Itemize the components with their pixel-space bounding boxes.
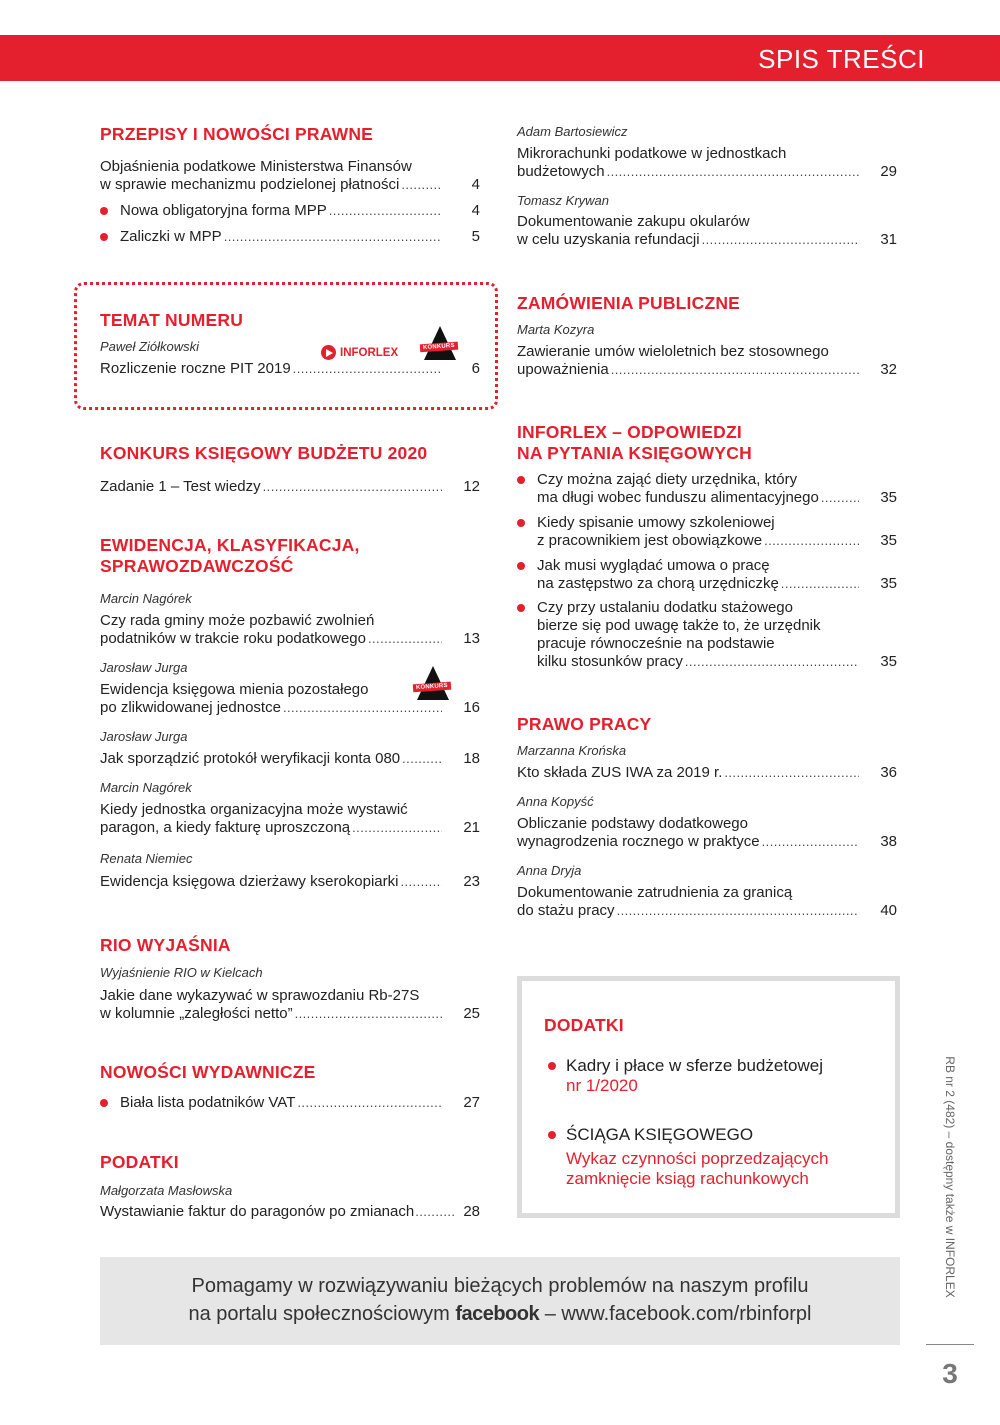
toc-entry[interactable]: Rozliczenie roczne PIT 2019 . . . 6 xyxy=(100,360,480,378)
author: Renata Niemiec xyxy=(100,851,193,866)
page-header-bar xyxy=(0,35,1000,81)
toc-entry[interactable]: Mikrorachunki podatkowe w jednostkach budżetowych . . . 29 xyxy=(517,145,897,181)
page-number: 32 xyxy=(880,361,897,378)
page-number: 28 xyxy=(463,1203,480,1220)
page-number: 16 xyxy=(463,699,480,716)
author: Marcin Nagórek xyxy=(100,780,192,795)
author: Marta Kozyra xyxy=(517,322,595,337)
toc-entry[interactable]: Ewidencja księgowa mienia pozostałego po zlikwidowanej jednostce . . . 16 xyxy=(100,681,480,717)
page-title: SPIS TREŚCI xyxy=(758,44,925,74)
bullet-icon xyxy=(100,207,108,215)
toc-entry[interactable]: Czy można zająć diety urzędnika, który ma długi wobec funduszu alimentacyjnego . . . 35 xyxy=(537,471,897,507)
section-title-inforlex: INFORLEX – ODPOWIEDZI NA PYTANIA KSIĘGOWYCH xyxy=(517,422,752,463)
toc-entry[interactable]: Kiedy spisanie umowy szkoleniowej z pracownikiem jest obowiązkowe . . . 35 xyxy=(537,514,897,550)
author: Jarosław Jurga xyxy=(100,660,188,675)
page-number: 38 xyxy=(880,833,897,850)
section-title-zamowienia: ZAMÓWIENIA PUBLICZNE xyxy=(517,293,741,313)
page-number: 21 xyxy=(463,819,480,836)
konkurs-badge: KONKURS xyxy=(420,326,460,362)
toc-entry[interactable]: Zadanie 1 – Test wiedzy . . . 12 xyxy=(100,478,480,496)
bullet-icon xyxy=(100,1099,108,1107)
toc-entry[interactable]: Kiedy jednostka organizacyjna może wystawić paragon, a kiedy fakturę uproszczoną . . . 21 xyxy=(100,801,480,837)
page-number: 27 xyxy=(463,1094,480,1111)
page-number: 35 xyxy=(880,489,897,506)
page-number: 31 xyxy=(880,231,897,248)
dodatki-item[interactable]: ŚCIĄGA KSIĘGOWEGO Wykaz czynności poprzedzających zamknięcie ksiąg rachunkowych xyxy=(566,1125,829,1189)
page-number: 12 xyxy=(463,478,480,495)
toc-entry[interactable]: Czy przy ustalaniu dodatku stażowego bierze się pod uwagę także to, że urzędnik pracuje równocześnie na podstawie kilku stosunków pracy . . . 35 xyxy=(537,599,897,671)
page-number: 35 xyxy=(880,653,897,670)
konkurs-badge: KONKURS xyxy=(413,666,453,702)
page-number: 23 xyxy=(463,873,480,890)
page-number: 25 xyxy=(463,1005,480,1022)
banner-line-2: na portalu społecznościowym facebook – www.facebook.com/rbinforpl xyxy=(188,1303,812,1325)
facebook-link[interactable]: – www.facebook.com/rbinforpl xyxy=(544,1303,812,1325)
page-number: 29 xyxy=(880,163,897,180)
toc-entry[interactable]: Biała lista podatników VAT . . . 27 xyxy=(120,1094,480,1112)
play-icon xyxy=(321,345,336,360)
author: Wyjaśnienie RIO w Kielcach xyxy=(100,965,263,980)
section-title-nowosci: NOWOŚCI WYDAWNICZE xyxy=(100,1062,316,1082)
section-title-prawo-pracy: PRAWO PRACY xyxy=(517,714,652,734)
toc-entry[interactable]: Objaśnienia podatkowe Ministerstwa Finansów w sprawie mechanizmu podzielonej płatności . . . 4 xyxy=(100,158,480,194)
author: Anna Dryja xyxy=(517,863,582,878)
banner-line-1: Pomagamy w rozwiązywaniu bieżących problemów na naszym profilu xyxy=(191,1275,809,1297)
page-number: 13 xyxy=(463,630,480,647)
page-number: 35 xyxy=(880,575,897,592)
bullet-icon xyxy=(517,476,525,484)
author: Anna Kopyść xyxy=(517,794,594,809)
author: Adam Bartosiewicz xyxy=(517,124,628,139)
toc-entry[interactable]: Obliczanie podstawy dodatkowego wynagrodzenia rocznego w praktyce . . . 38 xyxy=(517,815,897,851)
toc-entry[interactable]: Jak sporządzić protokół weryfikacji konta 080 . . . 18 xyxy=(100,750,480,768)
bullet-icon xyxy=(517,562,525,570)
page-number: 4 xyxy=(471,176,480,193)
author: Tomasz Krywan xyxy=(517,193,609,208)
page-number: 36 xyxy=(880,764,897,781)
toc-entry[interactable]: Jakie dane wykazywać w sprawozdaniu Rb-27S w kolumnie „zaległości netto” . . . 25 xyxy=(100,987,480,1023)
inforlex-badge[interactable]: INFORLEX xyxy=(321,345,398,360)
section-title-konkurs: KONKURS KSIĘGOWY BUDŻETU 2020 xyxy=(100,443,428,463)
side-caption: RB nr 2 (482) – dostępny także w INFORLEX xyxy=(943,1056,957,1298)
author: Jarosław Jurga xyxy=(100,729,188,744)
bullet-icon xyxy=(100,233,108,241)
page-number: 18 xyxy=(463,750,480,767)
section-title-temat: TEMAT NUMERU xyxy=(100,310,244,330)
page-number: 35 xyxy=(880,532,897,549)
toc-entry[interactable]: Zawieranie umów wieloletnich bez stosownego upoważnienia . . . 32 xyxy=(517,343,897,379)
bullet-icon xyxy=(548,1062,556,1070)
toc-entry[interactable]: Dokumentowanie zatrudnienia za granicą do stażu pracy . . . 40 xyxy=(517,884,897,920)
author: Paweł Ziółkowski xyxy=(100,339,199,354)
toc-entry[interactable]: Nowa obligatoryjna forma MPP . . . 4 xyxy=(120,202,480,220)
section-title-przepisy: PRZEPISY I NOWOŚCI PRAWNE xyxy=(100,124,374,144)
page-number: 4 xyxy=(471,202,480,219)
author: Marcin Nagórek xyxy=(100,591,192,606)
section-title-rio: RIO WYJAŚNIA xyxy=(100,935,231,955)
bullet-icon xyxy=(517,604,525,612)
facebook-banner xyxy=(100,1257,900,1345)
toc-entry[interactable]: Zaliczki w MPP . . . 5 xyxy=(120,228,480,246)
author: Małgorzata Masłowska xyxy=(100,1183,233,1198)
facebook-logo: facebook xyxy=(455,1303,540,1325)
bullet-icon xyxy=(548,1131,556,1139)
toc-entry[interactable]: Czy rada gminy może pozbawić zwolnień podatników w trakcie roku podatkowego . . . 13 xyxy=(100,612,480,648)
divider xyxy=(926,1344,974,1345)
toc-entry[interactable]: Wystawianie faktur do paragonów po zmianach . . . 28 xyxy=(100,1203,480,1221)
author: Marzanna Krońska xyxy=(517,743,627,758)
dodatki-box xyxy=(517,976,900,1218)
page-number-footer: 3 xyxy=(942,1358,958,1389)
section-title-podatki: PODATKI xyxy=(100,1152,179,1172)
section-title-dodatki: DODATKI xyxy=(544,1015,624,1035)
page-number: 6 xyxy=(471,360,480,377)
dodatki-item[interactable]: Kadry i płace w sferze budżetowej nr 1/2020 xyxy=(566,1056,823,1096)
page-number: 5 xyxy=(471,228,480,245)
toc-entry[interactable]: Kto składa ZUS IWA za 2019 r. . . . 36 xyxy=(517,764,897,782)
page-number: 40 xyxy=(880,902,897,919)
bullet-icon xyxy=(517,519,525,527)
section-title-ewidencja: EWIDENCJA, KLASYFIKACJA, SPRAWOZDAWCZOŚĆ xyxy=(100,535,360,576)
toc-entry[interactable]: Ewidencja księgowa dzierżawy kserokopiarki . . . 23 xyxy=(100,873,480,891)
toc-entry[interactable]: Dokumentowanie zakupu okularów w celu uzyskania refundacji . . . 31 xyxy=(517,213,897,249)
toc-entry[interactable]: Jak musi wyglądać umowa o pracę na zastępstwo za chorą urzędniczkę . . . 35 xyxy=(537,557,897,593)
